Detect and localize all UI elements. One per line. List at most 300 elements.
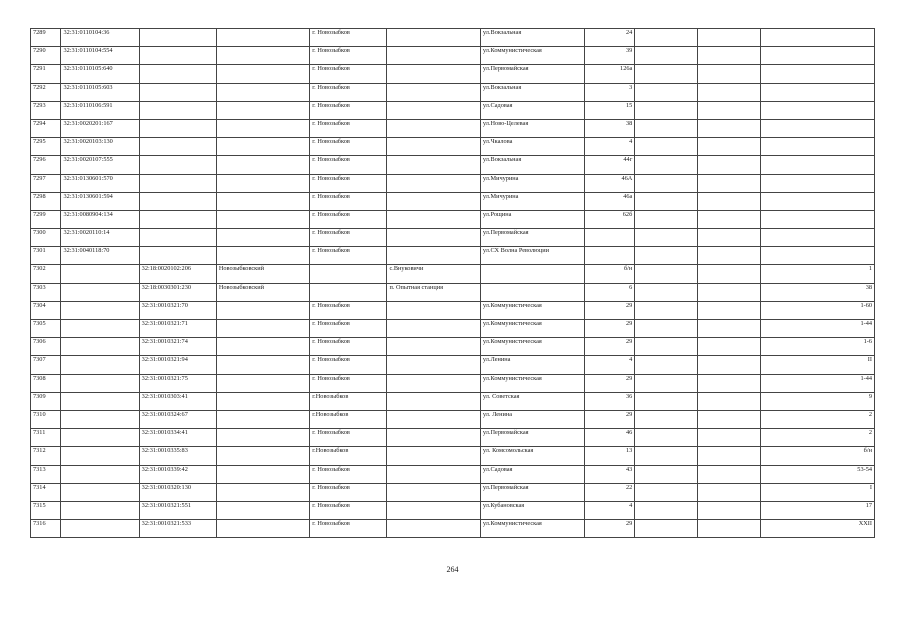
table-row: [31, 320, 875, 338]
cell-cadastral-number-b: 32:31:0010320:130: [139, 483, 216, 501]
cell-col-9: [635, 374, 698, 392]
cell-street: ул.Вокзальная: [480, 83, 584, 101]
cell-settlement: [387, 174, 480, 192]
cell-col-10: [698, 229, 761, 247]
cell-col-9: [635, 101, 698, 119]
cell-col-9: [635, 156, 698, 174]
cell-apartment: 1-44: [761, 320, 875, 338]
cell-col-9: [635, 356, 698, 374]
cell-district: [216, 465, 309, 483]
cell-apartment: 9: [761, 392, 875, 410]
cell-col-10: [698, 83, 761, 101]
cell-cadastral-number-b: 32:31:0010335:83: [139, 447, 216, 465]
cell-col-10: [698, 501, 761, 519]
register-table: [30, 28, 875, 538]
cell-cadastral-number-a: [61, 447, 139, 465]
cell-row-number: 7301: [31, 247, 61, 265]
cell-district: [216, 29, 309, 47]
table-row: [31, 265, 875, 283]
cell-col-9: [635, 483, 698, 501]
cell-col-9: [635, 429, 698, 447]
cell-apartment: 38: [761, 283, 875, 301]
cell-city: г. Новозыбков: [310, 320, 387, 338]
table-row: [31, 520, 875, 538]
cell-apartment: 1: [761, 265, 875, 283]
cell-house-number: 43: [584, 465, 635, 483]
cell-city: г. Новозыбков: [310, 192, 387, 210]
cell-row-number: 7299: [31, 210, 61, 228]
cell-house-number: 24: [584, 29, 635, 47]
cell-city: г. Новозыбков: [310, 229, 387, 247]
cell-col-10: [698, 174, 761, 192]
cell-col-10: [698, 483, 761, 501]
cell-house-number: 36: [584, 392, 635, 410]
cell-cadastral-number-b: [139, 229, 216, 247]
cell-col-10: [698, 320, 761, 338]
cell-street: ул.Мичурина: [480, 174, 584, 192]
cell-street: ул.Первомайская: [480, 65, 584, 83]
cell-settlement: [387, 301, 480, 319]
cell-cadastral-number-a: 32:31:0110104:36: [61, 29, 139, 47]
cell-settlement: [387, 47, 480, 65]
cell-settlement: [387, 356, 480, 374]
cell-street: ул.Садовая: [480, 101, 584, 119]
cell-col-10: [698, 356, 761, 374]
cell-settlement: [387, 410, 480, 428]
cell-cadastral-number-a: [61, 283, 139, 301]
cell-district: [216, 320, 309, 338]
cell-col-9: [635, 465, 698, 483]
cell-cadastral-number-a: 32:31:0110105:640: [61, 65, 139, 83]
cell-col-9: [635, 520, 698, 538]
cell-district: [216, 174, 309, 192]
cell-cadastral-number-a: 32:31:0130601:594: [61, 192, 139, 210]
table-row: [31, 138, 875, 156]
cell-house-number: 4: [584, 501, 635, 519]
cell-settlement: [387, 119, 480, 137]
cell-row-number: 7312: [31, 447, 61, 465]
cell-settlement: [387, 429, 480, 447]
cell-street: ул.Кубановская: [480, 501, 584, 519]
cell-settlement: [387, 447, 480, 465]
cell-house-number: 38: [584, 119, 635, 137]
cell-settlement: [387, 29, 480, 47]
table-row: [31, 374, 875, 392]
table-row: [31, 210, 875, 228]
cell-house-number: 62б: [584, 210, 635, 228]
cell-house-number: 39: [584, 47, 635, 65]
cell-house-number: 29: [584, 320, 635, 338]
cell-settlement: [387, 65, 480, 83]
cell-street: ул.СХ Волна Революции: [480, 247, 584, 265]
cell-district: [216, 447, 309, 465]
cell-row-number: 7300: [31, 229, 61, 247]
table-row: [31, 447, 875, 465]
cell-cadastral-number-b: [139, 210, 216, 228]
cell-city: г. Новозыбков: [310, 338, 387, 356]
cell-house-number: 46а: [584, 192, 635, 210]
cell-row-number: 7305: [31, 320, 61, 338]
table-row: [31, 301, 875, 319]
cell-street: ул.Коммунистическая: [480, 301, 584, 319]
cell-row-number: 7307: [31, 356, 61, 374]
cell-city: г.Новозыбков: [310, 392, 387, 410]
cell-cadastral-number-b: [139, 101, 216, 119]
cell-col-10: [698, 374, 761, 392]
cell-apartment: [761, 247, 875, 265]
cell-city: [310, 265, 387, 283]
cell-city: г. Новозыбков: [310, 210, 387, 228]
cell-col-10: [698, 265, 761, 283]
cell-apartment: 1-44: [761, 374, 875, 392]
cell-col-9: [635, 229, 698, 247]
cell-cadastral-number-a: [61, 265, 139, 283]
table-row: [31, 83, 875, 101]
cell-row-number: 7298: [31, 192, 61, 210]
cell-col-10: [698, 447, 761, 465]
cell-cadastral-number-a: 32:31:0020103:130: [61, 138, 139, 156]
cell-street: ул. Ленина: [480, 410, 584, 428]
cell-settlement: [387, 392, 480, 410]
cell-street: ул.Первомайская: [480, 483, 584, 501]
cell-col-9: [635, 447, 698, 465]
cell-street: ул.Вокзальная: [480, 156, 584, 174]
cell-settlement: [387, 501, 480, 519]
cell-district: [216, 429, 309, 447]
cell-cadastral-number-b: [139, 83, 216, 101]
cell-district: [216, 138, 309, 156]
cell-street: ул.Первомайская: [480, 229, 584, 247]
cell-cadastral-number-a: [61, 483, 139, 501]
cell-street: ул.Вокзальная: [480, 29, 584, 47]
cell-col-9: [635, 338, 698, 356]
cell-street: [480, 283, 584, 301]
table-row: [31, 65, 875, 83]
cell-district: [216, 229, 309, 247]
cell-settlement: [387, 520, 480, 538]
cell-col-10: [698, 65, 761, 83]
cell-city: г. Новозыбков: [310, 47, 387, 65]
cell-settlement: [387, 465, 480, 483]
cell-row-number: 7303: [31, 283, 61, 301]
cell-city: г.Новозыбков: [310, 447, 387, 465]
cell-cadastral-number-b: 32:31:0010321:94: [139, 356, 216, 374]
cell-cadastral-number-a: [61, 374, 139, 392]
cell-apartment: [761, 65, 875, 83]
cell-settlement: [387, 320, 480, 338]
cell-cadastral-number-b: [139, 47, 216, 65]
cell-house-number: 44г: [584, 156, 635, 174]
cell-row-number: 7292: [31, 83, 61, 101]
cell-house-number: [584, 247, 635, 265]
cell-settlement: п. Опытная станция: [387, 283, 480, 301]
cell-cadastral-number-b: [139, 29, 216, 47]
cell-col-10: [698, 283, 761, 301]
cell-street: ул.Коммунистическая: [480, 520, 584, 538]
cell-city: г. Новозыбков: [310, 174, 387, 192]
cell-street: ул.Рощина: [480, 210, 584, 228]
cell-settlement: [387, 138, 480, 156]
cell-cadastral-number-a: [61, 520, 139, 538]
cell-cadastral-number-a: [61, 392, 139, 410]
cell-district: [216, 483, 309, 501]
cell-row-number: 7314: [31, 483, 61, 501]
cell-apartment: 2: [761, 410, 875, 428]
cell-house-number: 4: [584, 356, 635, 374]
cell-apartment: XXII: [761, 520, 875, 538]
cell-apartment: 2: [761, 429, 875, 447]
cell-col-9: [635, 119, 698, 137]
cell-cadastral-number-b: 32:31:0010321:75: [139, 374, 216, 392]
cell-col-10: [698, 392, 761, 410]
cell-apartment: [761, 156, 875, 174]
cell-settlement: [387, 101, 480, 119]
cell-house-number: 46А: [584, 174, 635, 192]
cell-apartment: 1-6: [761, 338, 875, 356]
cell-street: ул.Коммунистическая: [480, 338, 584, 356]
cell-col-9: [635, 192, 698, 210]
cell-house-number: 29: [584, 374, 635, 392]
cell-street: ул. Советская: [480, 392, 584, 410]
cell-apartment: [761, 210, 875, 228]
cell-cadastral-number-b: [139, 119, 216, 137]
cell-district: [216, 101, 309, 119]
cell-district: [216, 65, 309, 83]
cell-district: [216, 410, 309, 428]
cell-col-10: [698, 101, 761, 119]
cell-city: г. Новозыбков: [310, 501, 387, 519]
cell-city: г. Новозыбков: [310, 156, 387, 174]
cell-settlement: [387, 229, 480, 247]
cell-row-number: 7310: [31, 410, 61, 428]
cell-col-9: [635, 47, 698, 65]
cell-col-9: [635, 265, 698, 283]
cell-district: [216, 392, 309, 410]
cell-cadastral-number-a: 32:31:0110104:554: [61, 47, 139, 65]
cell-cadastral-number-b: [139, 174, 216, 192]
cell-cadastral-number-b: 32:31:0010321:71: [139, 320, 216, 338]
cell-row-number: 7313: [31, 465, 61, 483]
cell-apartment: II: [761, 356, 875, 374]
cell-cadastral-number-b: [139, 156, 216, 174]
cell-cadastral-number-a: [61, 465, 139, 483]
cell-district: [216, 356, 309, 374]
cell-city: г. Новозыбков: [310, 301, 387, 319]
cell-district: [216, 119, 309, 137]
table-row: [31, 410, 875, 428]
cell-row-number: 7290: [31, 47, 61, 65]
table-row: [31, 101, 875, 119]
cell-col-9: [635, 501, 698, 519]
cell-col-10: [698, 429, 761, 447]
cell-district: [216, 83, 309, 101]
cell-city: г. Новозыбков: [310, 520, 387, 538]
cell-district: [216, 374, 309, 392]
page-number: 264: [446, 565, 459, 574]
cell-cadastral-number-a: 32:31:0020107:555: [61, 156, 139, 174]
cell-apartment: [761, 192, 875, 210]
cell-apartment: [761, 29, 875, 47]
cell-cadastral-number-a: [61, 501, 139, 519]
cell-cadastral-number-b: 32:31:0010321:533: [139, 520, 216, 538]
cell-settlement: [387, 374, 480, 392]
cell-street: ул.Коммунистическая: [480, 47, 584, 65]
table-row: [31, 392, 875, 410]
cell-street: ул.Чкалова: [480, 138, 584, 156]
cell-col-10: [698, 520, 761, 538]
cell-row-number: 7295: [31, 138, 61, 156]
cell-col-9: [635, 283, 698, 301]
cell-street: ул.Садовая: [480, 465, 584, 483]
cell-cadastral-number-b: [139, 247, 216, 265]
cell-city: г. Новозыбков: [310, 65, 387, 83]
cell-row-number: 7308: [31, 374, 61, 392]
cell-cadastral-number-a: [61, 301, 139, 319]
cell-district: Новозыбковский: [216, 283, 309, 301]
cell-apartment: б/н: [761, 447, 875, 465]
cell-cadastral-number-b: 32:31:0010321:74: [139, 338, 216, 356]
table-row: [31, 156, 875, 174]
cell-street: ул.Мичурина: [480, 192, 584, 210]
cell-street: [480, 265, 584, 283]
cell-col-9: [635, 410, 698, 428]
cell-col-9: [635, 65, 698, 83]
table-row: [31, 119, 875, 137]
table-row: [31, 174, 875, 192]
cell-col-9: [635, 29, 698, 47]
cell-district: [216, 210, 309, 228]
cell-apartment: [761, 119, 875, 137]
cell-row-number: 7302: [31, 265, 61, 283]
cell-cadastral-number-b: 32:31:0010321:70: [139, 301, 216, 319]
cell-row-number: 7291: [31, 65, 61, 83]
cell-col-10: [698, 247, 761, 265]
cell-col-10: [698, 338, 761, 356]
cell-settlement: [387, 210, 480, 228]
cell-city: г. Новозыбков: [310, 465, 387, 483]
cell-apartment: 53-54: [761, 465, 875, 483]
cell-apartment: [761, 138, 875, 156]
table-row: [31, 465, 875, 483]
cell-district: [216, 47, 309, 65]
cell-district: [216, 338, 309, 356]
cell-cadastral-number-a: [61, 356, 139, 374]
cell-house-number: 13: [584, 447, 635, 465]
cell-district: [216, 192, 309, 210]
cell-house-number: 29: [584, 301, 635, 319]
cell-city: г. Новозыбков: [310, 483, 387, 501]
cell-apartment: [761, 83, 875, 101]
table-row: [31, 247, 875, 265]
cell-row-number: 7306: [31, 338, 61, 356]
cell-street: ул.Первомайская: [480, 429, 584, 447]
cell-col-10: [698, 301, 761, 319]
cell-cadastral-number-b: 32:18:0020102:206: [139, 265, 216, 283]
cell-street: ул.Ленина: [480, 356, 584, 374]
cell-apartment: [761, 47, 875, 65]
cell-cadastral-number-b: 32:31:0010339:42: [139, 465, 216, 483]
cell-house-number: 126а: [584, 65, 635, 83]
cell-cadastral-number-b: 32:18:0030301:230: [139, 283, 216, 301]
cell-apartment: [761, 101, 875, 119]
cell-settlement: [387, 247, 480, 265]
cell-city: [310, 283, 387, 301]
cell-row-number: 7293: [31, 101, 61, 119]
cell-house-number: б/н: [584, 265, 635, 283]
cell-street: ул.Коммунистическая: [480, 374, 584, 392]
cell-col-10: [698, 410, 761, 428]
cell-cadastral-number-b: 32:31:0010334:41: [139, 429, 216, 447]
cell-house-number: 4: [584, 138, 635, 156]
cell-district: Новозыбковский: [216, 265, 309, 283]
cell-apartment: [761, 174, 875, 192]
cell-col-9: [635, 83, 698, 101]
cell-cadastral-number-a: [61, 410, 139, 428]
table-row: [31, 338, 875, 356]
cell-house-number: 3: [584, 83, 635, 101]
cell-city: г. Новозыбков: [310, 429, 387, 447]
cell-settlement: [387, 83, 480, 101]
cell-row-number: 7289: [31, 29, 61, 47]
cell-city: г. Новозыбков: [310, 356, 387, 374]
cell-col-10: [698, 465, 761, 483]
table-row: [31, 483, 875, 501]
cell-house-number: 29: [584, 410, 635, 428]
cell-cadastral-number-a: 32:31:0020110:14: [61, 229, 139, 247]
cell-house-number: 6: [584, 283, 635, 301]
cell-cadastral-number-b: [139, 138, 216, 156]
cell-cadastral-number-a: [61, 338, 139, 356]
table-row: [31, 283, 875, 301]
cell-apartment: 1-60: [761, 301, 875, 319]
cell-col-9: [635, 247, 698, 265]
table-row: [31, 501, 875, 519]
cell-house-number: [584, 229, 635, 247]
table-row: [31, 192, 875, 210]
cell-row-number: 7294: [31, 119, 61, 137]
cell-district: [216, 501, 309, 519]
cell-settlement: [387, 156, 480, 174]
cell-cadastral-number-b: 32:31:0010324:67: [139, 410, 216, 428]
cell-cadastral-number-a: [61, 429, 139, 447]
cell-settlement: с.Внуковичи: [387, 265, 480, 283]
cell-apartment: I: [761, 483, 875, 501]
table-row: [31, 429, 875, 447]
cell-city: г. Новозыбков: [310, 83, 387, 101]
cell-row-number: 7311: [31, 429, 61, 447]
cell-col-9: [635, 392, 698, 410]
cell-settlement: [387, 483, 480, 501]
cell-street: ул. Комсомольская: [480, 447, 584, 465]
cell-apartment: 17: [761, 501, 875, 519]
cell-settlement: [387, 192, 480, 210]
cell-cadastral-number-a: 32:31:0110106:591: [61, 101, 139, 119]
cell-col-10: [698, 210, 761, 228]
table-body: [31, 29, 875, 538]
cell-row-number: 7309: [31, 392, 61, 410]
cell-col-10: [698, 192, 761, 210]
cell-city: г. Новозыбков: [310, 247, 387, 265]
cell-cadastral-number-a: 32:31:0110105:603: [61, 83, 139, 101]
cell-col-9: [635, 210, 698, 228]
cell-col-9: [635, 320, 698, 338]
cell-col-9: [635, 174, 698, 192]
cell-city: г. Новозыбков: [310, 101, 387, 119]
cell-col-10: [698, 29, 761, 47]
table-row: [31, 356, 875, 374]
cell-district: [216, 247, 309, 265]
cell-cadastral-number-a: 32:31:0080904:134: [61, 210, 139, 228]
